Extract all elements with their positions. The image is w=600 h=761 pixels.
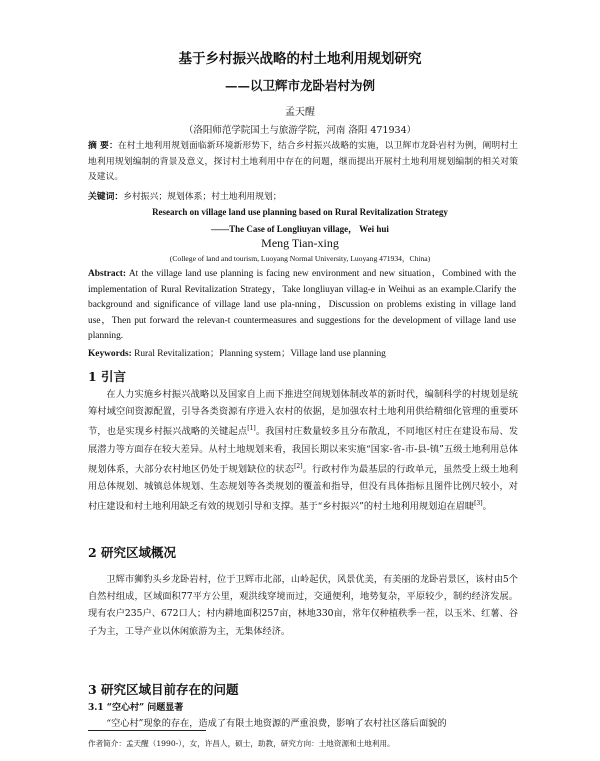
section-1-heading: 1 引言: [88, 369, 127, 384]
section-2-paragraph: 卫辉市狮豹头乡龙卧岩村，位于卫辉市北部，山岭起伏，风景优美，有美丽的龙卧岩景区，该村由5个自然村组成，区域面积77平方公里，观洪线穿境而过，交通便利，地势复杂，平原较少，制约经济发展。现有农户235户、672口人；村内耕地面积257亩，林地330亩，常年仅种植秩季一茬，以玉米、红薯、谷子为主，工导产业以休闲旅游为主，无集体经济。: [88, 574, 518, 637]
section-3-1-heading: 3.1 “空心村” 问题显著: [88, 703, 184, 713]
section-2-heading: 2 研究区域概况: [88, 545, 177, 560]
paper-subtitle: ——以卫辉市龙卧岩村为例: [224, 78, 375, 93]
author-affiliation: （洛阳师范学院国土与旅游学院，河南 洛阳 471934）: [183, 125, 417, 136]
section-1-text-c: 。行政村作为最基层的行政单元，虽然受上级土地利用总体规划、城镇总体规划、生态规划等各类规划的覆盖和指导，但没有具体指标且图件比例尺较小，对村庄建设和村土地利用缺乏有效的规划引导和支撑。基于“乡村振兴”的村土地利用规划迫在眉睫: [88, 463, 519, 513]
abstract-zh-text: 在村土地利用规划面临新环境新形势下，结合乡村振兴战略的实施，以卫辉市龙卧岩村为例，阐明村土地利用规划编制的背景及意义，探讨村土地利用中存在的问题，继而提出开展村土地利用规划编制的相关对策及建议。: [88, 141, 518, 182]
keywords-zh: [88, 189, 518, 202]
section-3-heading: 3 研究区域目前存在的问题: [88, 682, 239, 697]
abstract-en: [88, 267, 516, 345]
keywords-zh-text: 乡村振兴；规划体系；村土地利用规划；: [123, 192, 282, 202]
english-author: Meng Tian-xing: [261, 236, 339, 250]
english-affiliation: (College of land and tourism, Luoyang Normal University, Luoyang 471934，China): [169, 254, 431, 263]
english-subtitle: ——The Case of Longliuyan village， Wei hui: [211, 224, 389, 234]
author-footnote: 作者简介：孟天醒（1990-），女，许昌人，硕士，助教，研究方向：土地资源和土地利用。: [88, 739, 395, 748]
keywords-en-label: Keywords:: [88, 349, 132, 359]
keywords-en-text: Rural Revitalization；Planning system；Village land use planning: [134, 349, 386, 359]
abstract-en-text: At the village land use planning is facing new environment and new situation，Combined with the implementation of Rural Revitalization Strategy，Take longliuyan villag-e in Weihui as an example.Clarify the background and significance of village land use pla-nning，Discussion on problems existing in village land use，Then put forward the relevan-t countermeasures and suggestions for the development of village land use planning.: [88, 269, 517, 341]
section-1-text-b: 。我国村庄数量较多且分布散乱，不同地区村庄在建设布局、发展潜力等方面存在较大差异。从村土地规划来看，我国长期以来实施“国家-省-市-县-镇”五级土地利用总体规划体系，大部分农村地区仍处于规划缺位的状态: [88, 426, 518, 475]
citation-3: [3]: [474, 500, 483, 508]
abstract-zh-label: 摘 要：: [88, 141, 118, 151]
author-name: 孟天醒: [285, 107, 315, 118]
section-1-paragraph: [88, 386, 518, 516]
abstract-zh: [88, 139, 518, 186]
keywords-zh-label: 关键词：: [88, 192, 124, 202]
english-title: Research on village land use planning based on Rural Revitalization Strategy: [152, 207, 448, 217]
section-3-1-paragraph: “空心村”现象的存在，造成了有限土地资源的严重浪费，影响了农村社区落后面貌的: [106, 718, 447, 729]
citation-1: [1]: [247, 425, 256, 433]
abstract-en-label: Abstract:: [88, 269, 127, 279]
paper-title: 基于乡村振兴战略的村土地利用规划研究: [178, 51, 422, 67]
footnote-divider: [88, 730, 206, 731]
citation-2: [2]: [294, 462, 303, 470]
section-1-text-a: 在人力实施乡村振兴战略以及国家自上而下推进空间规划体制改革的新时代，编制科学的村规划是统筹村域空间资源配置，引导各类资源有序进入农村的依据，是加强农村土地利用供给精细化管理的重要环节，也是实现乡村振兴战略的关键起点: [88, 389, 518, 438]
section-1-text-d: 。: [482, 501, 492, 513]
keywords-en: [88, 345, 518, 359]
